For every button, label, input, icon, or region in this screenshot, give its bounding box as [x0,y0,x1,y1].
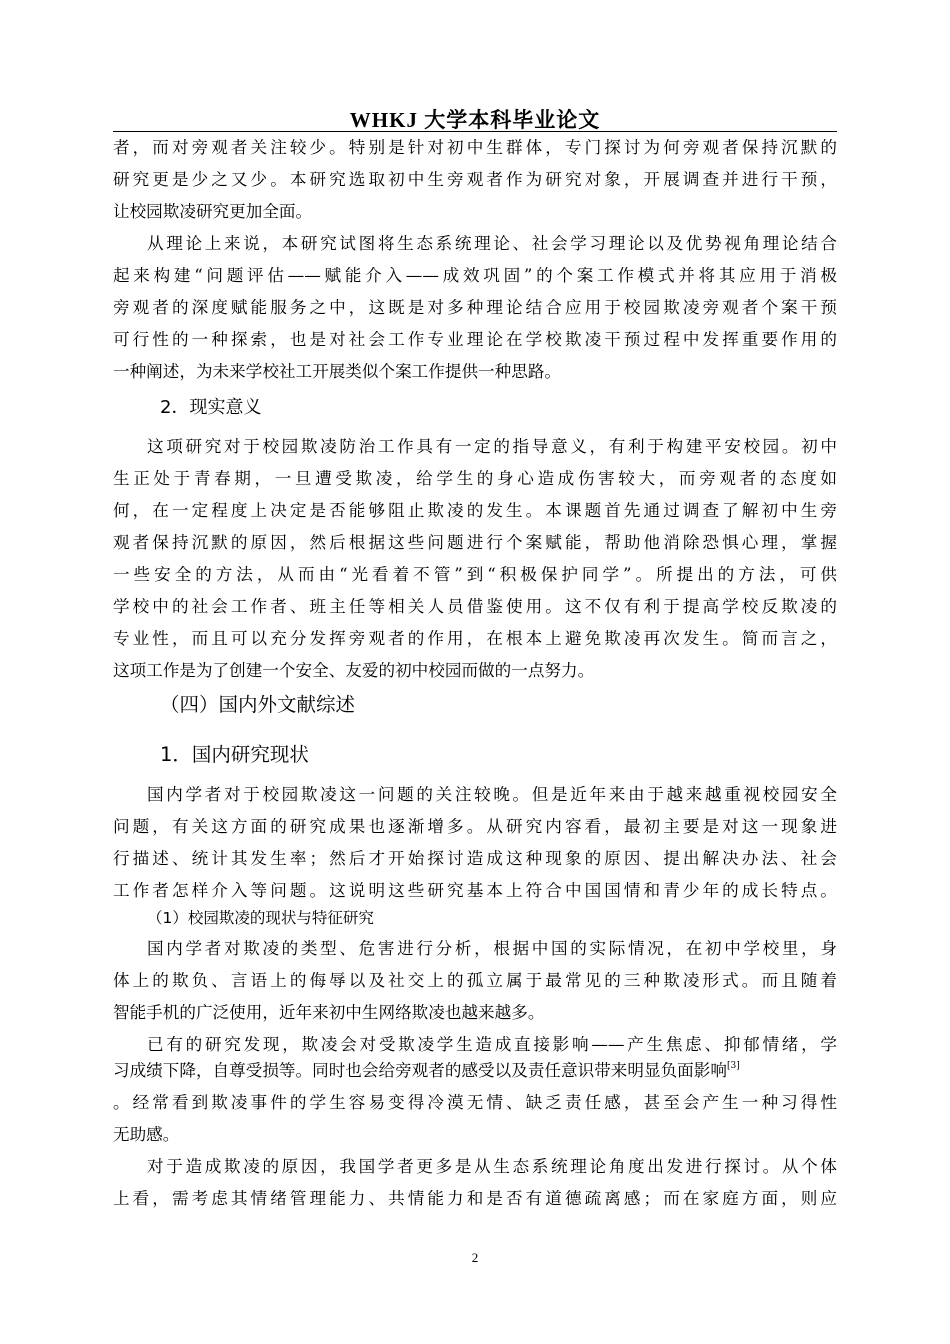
paragraph-line: 问题，有关这方面的研究成果也逐渐增多。从研究内容看，最初主要是对这一现象进 [113,817,837,836]
paragraph-line: 国内学者对欺凌的类型、危害进行分析，根据中国的实际情况，在初中学校里，身 [147,939,837,958]
subheading: （1）校园欺凌的现状与特征研究 [147,909,374,927]
paragraph-line: 起来构建“问题评估——赋能介入——成效巩固”的个案工作模式并将其应用于消极 [113,266,837,285]
paragraph-line: 学校中的社会工作者、班主任等相关人员借鉴使用。这不仅有利于提高学校反欺凌的 [113,597,837,616]
page-number: 2 [471,1250,479,1265]
paragraph-line: 体上的欺负、言语上的侮辱以及社交上的孤立属于最常见的三种欺凌形式。而且随着 [113,971,837,990]
section-heading: （四）国内外文献综述 [160,693,356,716]
paragraph-text: 习成绩下降，自尊受损等。同时也会给旁观者的感受以及责任意识带来明显负面影响 [113,1061,727,1080]
subsection-heading: 1．国内研究现状 [160,743,309,766]
paragraph-line: 旁观者的深度赋能服务之中，这既是对多种理论结合应用于校园欺凌旁观者个案干预 [113,298,837,317]
paragraph-line: 一些安全的方法，从而由“光看着不管”到“积极保护同学”。所提出的方法，可供 [113,565,837,584]
paragraph-line: 从理论上来说，本研究试图将生态系统理论、社会学习理论以及优势视角理论结合 [147,234,837,253]
paragraph-line: 何，在一定程度上决定是否能够阻止欺凌的发生。本课题首先通过调查了解初中生旁 [113,501,837,520]
paragraph-line: 。经常看到欺凌事件的学生容易变得冷漠无情、缺乏责任感，甚至会产生一种习得性 [113,1093,837,1112]
paragraph-line: 观者保持沉默的原因，然后根据这些问题进行个案赋能，帮助他消除恐惧心理，掌握 [113,533,837,552]
paragraph-line: 工作者怎样介入等问题。这说明这些研究基本上符合中国国情和青少年的成长特点。 [113,881,837,900]
paragraph-line: 专业性，而且可以充分发挥旁观者的作用，在根本上避免欺凌再次发生。简而言之， [113,629,837,648]
paragraph-line: 让校园欺凌研究更加全面。 [113,202,313,221]
paragraph-line: 国内学者对于校园欺凌这一问题的关注较晚。但是近年来由于越来越重视校园安全 [147,785,837,804]
paragraph-line: 这项工作是为了创建一个安全、友爱的初中校园而做的一点努力。 [113,661,595,680]
running-header-title: WHKJ 大学本科毕业论文 [349,108,601,132]
paragraph-line: 研究更是少之又少。本研究选取初中生旁观者作为研究对象，开展调查并进行干预， [113,170,837,189]
paragraph-line: 已有的研究发现，欺凌会对受欺凌学生造成直接影响——产生焦虑、抑郁情绪，学 [147,1035,837,1054]
paragraph-line: 者，而对旁观者关注较少。特别是针对初中生群体，专门探讨为何旁观者保持沉默的 [113,138,837,157]
paragraph-line [113,1060,843,1082]
paragraph-line: 行描述、统计其发生率；然后才开始探讨造成这种现象的原因、提出解决办法、社会 [113,849,837,868]
citation-reference: [3] [726,1061,740,1071]
paragraph-line: 对于造成欺凌的原因，我国学者更多是从生态系统理论角度出发进行探讨。从个体 [147,1157,837,1176]
paragraph-line: 生正处于青春期，一旦遭受欺凌，给学生的身心造成伤害较大，而旁观者的态度如 [113,469,837,488]
section-heading: 2．现实意义 [160,397,262,418]
paragraph-line: 无助感。 [113,1125,180,1144]
paragraph-line: 这项研究对于校园欺凌防治工作具有一定的指导意义，有利于构建平安校园。初中 [147,437,837,456]
header-divider [113,131,837,132]
paragraph-line: 智能手机的广泛使用，近年来初中生网络欺凌也越来越多。 [113,1003,545,1022]
paragraph-line: 上看，需考虑其情绪管理能力、共情能力和是否有道德疏离感；而在家庭方面，则应 [113,1189,837,1208]
paragraph-line: 可行性的一种探索，也是对社会工作专业理论在学校欺凌干预过程中发挥重要作用的 [113,330,837,349]
paragraph-line: 一种阐述，为未来学校社工开展类似个案工作提供一种思路。 [113,362,562,381]
